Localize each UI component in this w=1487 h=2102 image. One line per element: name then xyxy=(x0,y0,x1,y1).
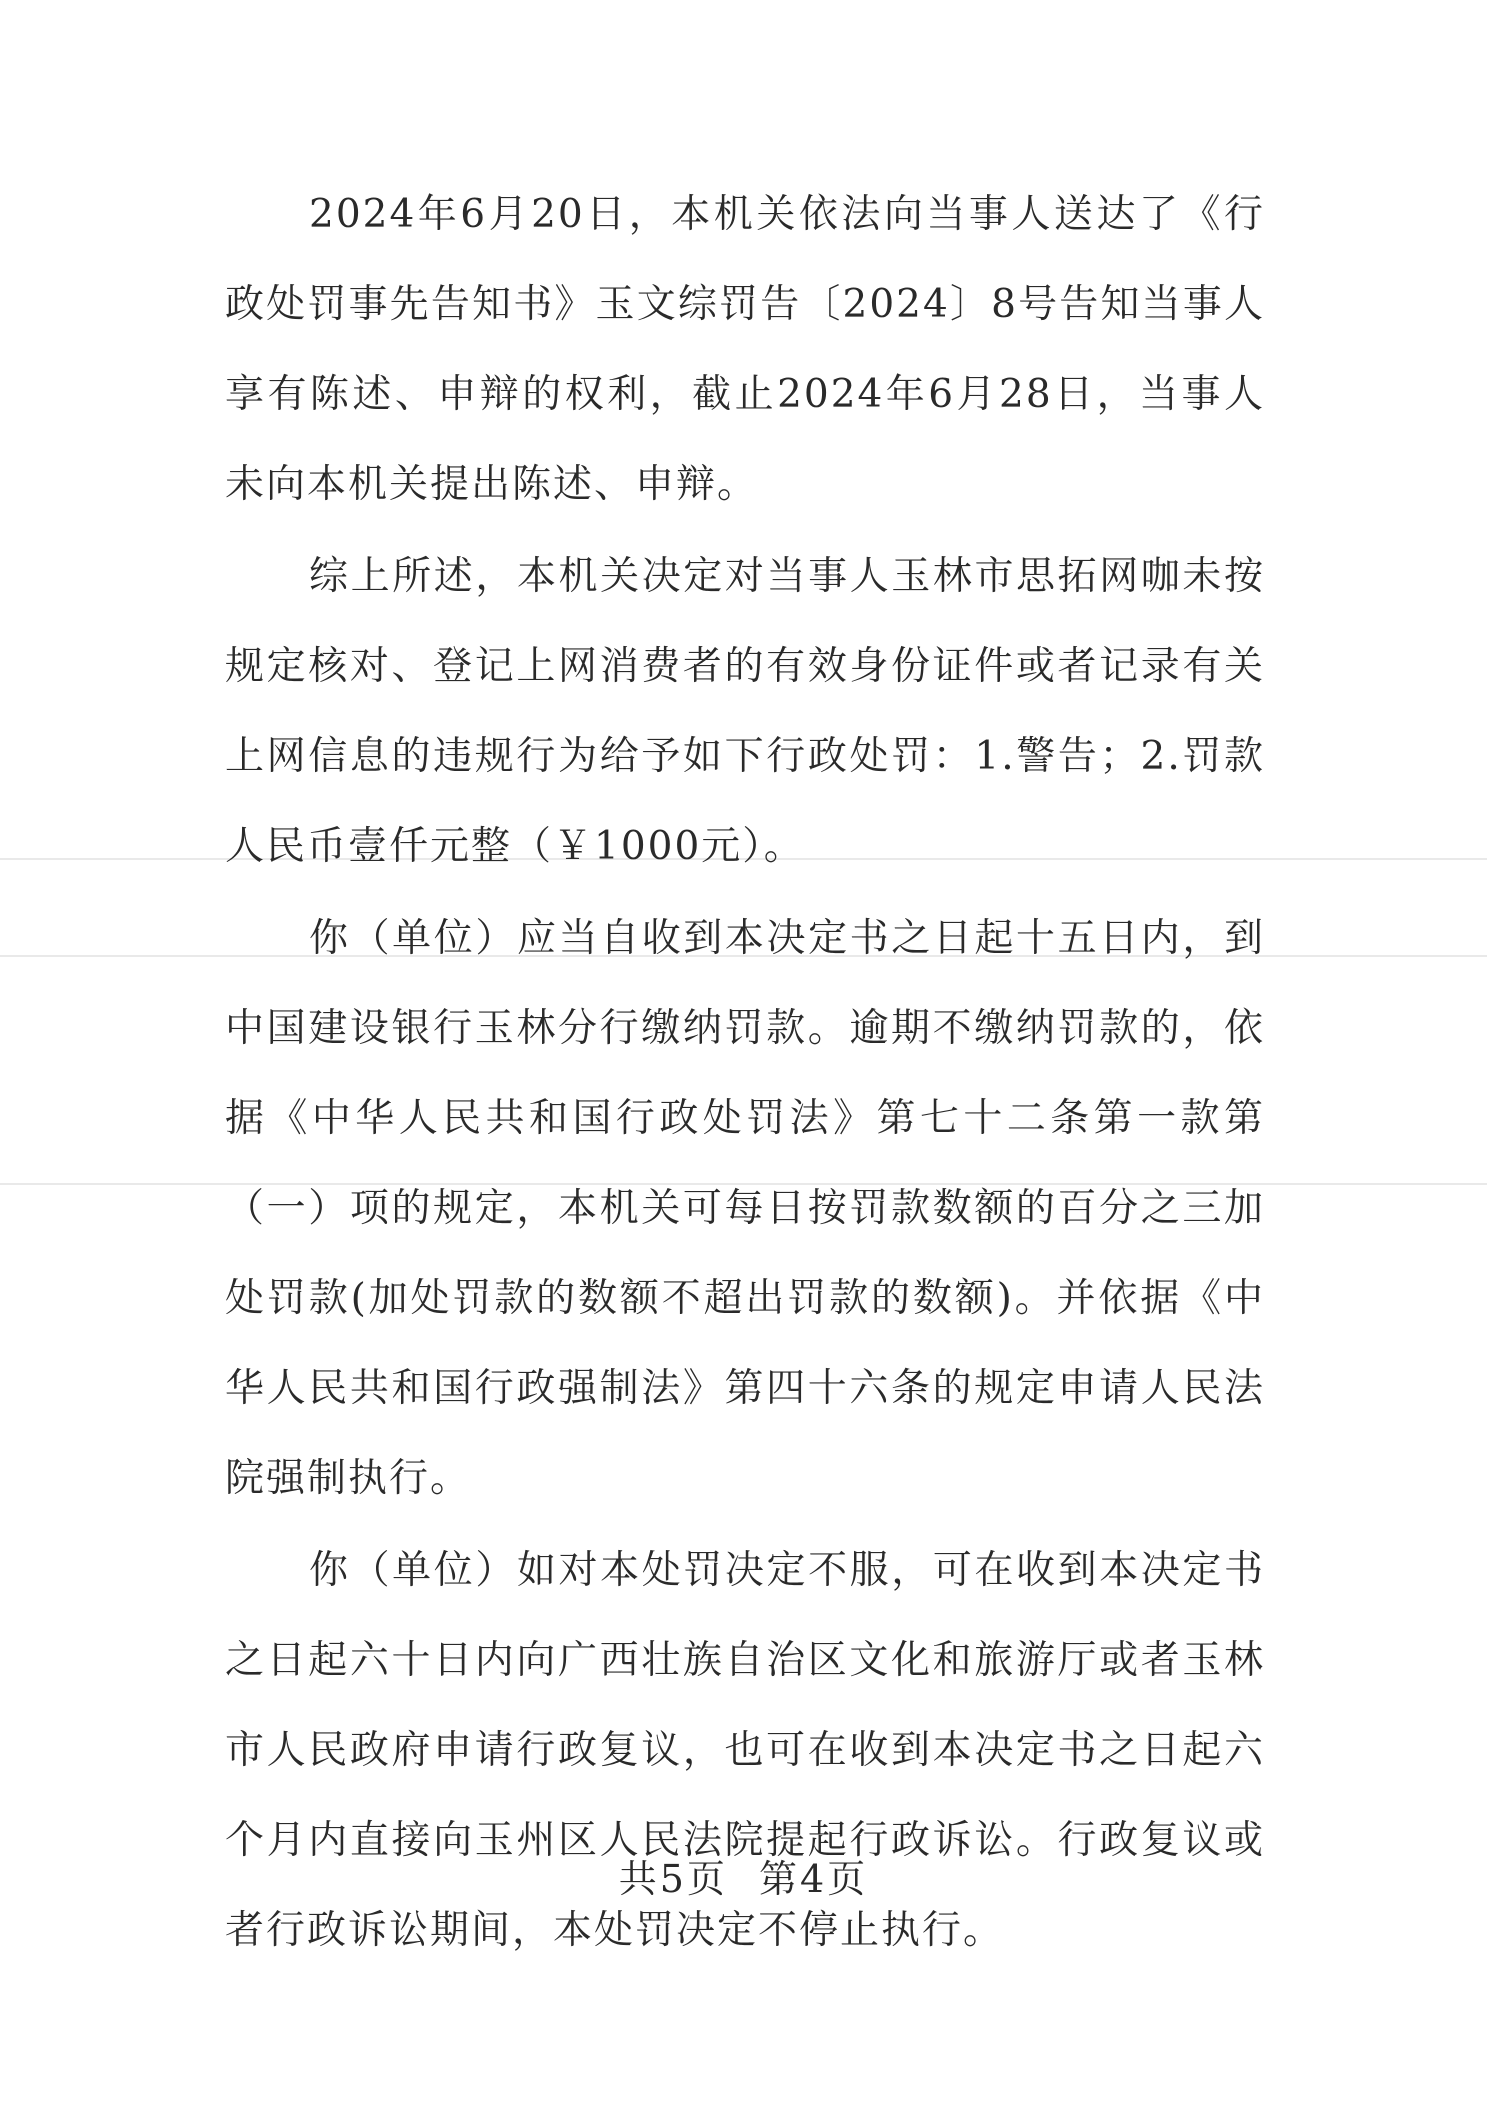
paragraph-appeal-rights: 你（单位）如对本处罚决定不服，可在收到本决定书之日起六十日内向广西壮族自治区文化和旅游厅或者玉林市人民政府申请行政复议，也可在收到本决定书之日起六个月内直接向玉州区人民法院提起行政诉讼。行政复议或者行政诉讼期间，本处罚决定不停止执行。 xyxy=(225,1548,1265,1953)
paragraph-payment-instructions: 你（单位）应当自收到本决定书之日起十五日内，到中国建设银行玉林分行缴纳罚款。逾期不缴纳罚款的，依据《中华人民共和国行政处罚法》第七十二条第一款第（一）项的规定，本机关可每日按罚款数额的百分之三加处罚款(加处罚款的数额不超出罚款的数额)。并依据《中华人民共和国行政强制法》第四十六条的规定申请人民法院强制执行。 xyxy=(225,916,1265,1501)
total-pages: 共5页 xyxy=(618,1857,728,1901)
document-body xyxy=(225,170,1265,1978)
paragraph-penalty-decision: 综上所述，本机关决定对当事人玉林市思拓网咖未按规定核对、登记上网消费者的有效身份证件或者记录有关上网信息的违规行为给予如下行政处罚：1.警告；2.罚款人民币壹仟元整（￥1000元）。 xyxy=(225,554,1265,869)
page-footer xyxy=(0,1848,1487,1903)
paragraph-notice-delivery: 2024年6月20日，本机关依法向当事人送达了《行政处罚事先告知书》玉文综罚告〔2024〕8号告知当事人享有陈述、申辩的权利，截止2024年6月28日，当事人未向本机关提出陈述、申辩。 xyxy=(225,192,1265,507)
current-page: 第4页 xyxy=(759,1857,869,1901)
